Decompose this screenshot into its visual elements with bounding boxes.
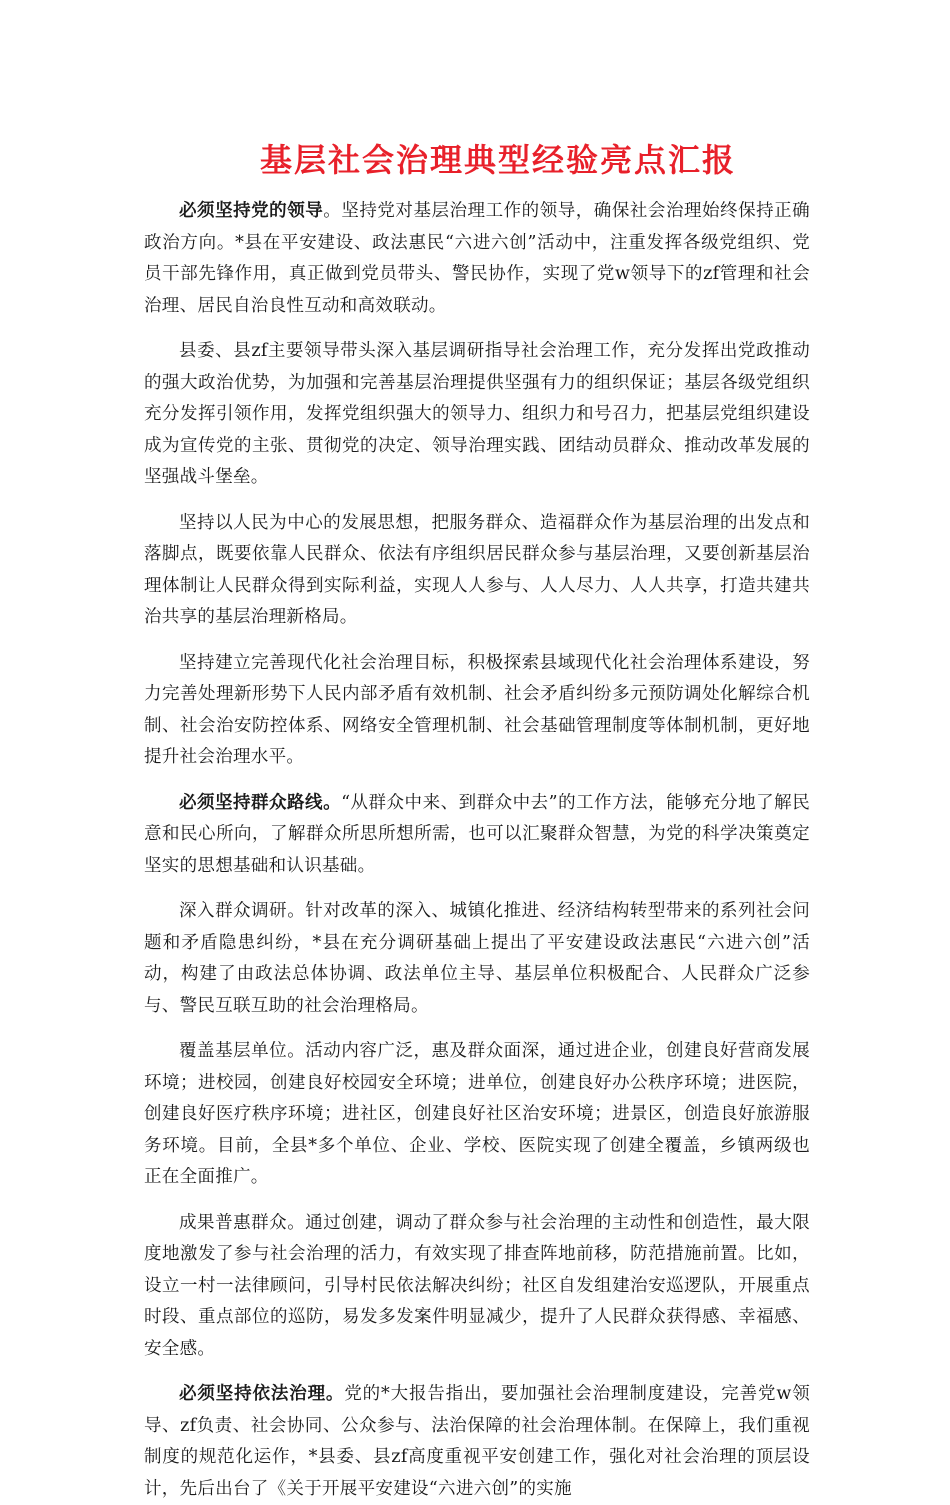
paragraph-field-research [144, 896, 810, 1022]
paragraph-lead: 必须坚持依法治理。 [179, 1384, 345, 1404]
paragraph-text: “从群众中来、到群众中去”的工作方法，能够充分地了解民意和民心所向，了解群众所思所想所需，也可以汇聚群众智慧，为党的科学决策奠定坚实的思想基础和认识基础。 [144, 792, 810, 876]
paragraph-people-centered [144, 508, 810, 634]
document-title: 基层社会治理典型经验亮点汇报 [260, 141, 737, 179]
paragraph-modernization-goal [144, 648, 810, 774]
paragraph-grassroots-coverage [144, 1036, 810, 1194]
paragraph-text: 深入群众调研。针对改革的深入、城镇化推进、经济结构转型带来的系列社会问题和矛盾隐患纠纷，*县在充分调研基础上提出了平安建设政法惠民“六进六创”活动，构建了由政法总体协调、政法单位主导、基层单位积极配合、人民群众广泛参与、警民互联互助的社会治理格局。 [144, 901, 810, 1016]
paragraph-county-leaders [144, 336, 810, 494]
paragraph-text: 坚持建立完善现代化社会治理目标，积极探索县域现代化社会治理体系建设，努力完善处理新形势下人民内部矛盾有效机制、社会矛盾纠纷多元预防调处化解综合机制、社会治安防控体系、网络安全管理机制、社会基础管理制度等体制机制，更好地提升社会治理水平。 [144, 652, 810, 767]
paragraph-lead: 必须坚持群众路线。 [179, 792, 342, 813]
paragraph-text: 覆盖基层单位。活动内容广泛，惠及群众面深，通过进企业，创建良好营商发展环境；进校园，创建良好校园安全环境；进单位，创建良好办公秩序环境；进医院，创建良好医疗秩序环境；进社区，创建良好社区治安环境；进景区，创造良好旅游服务环境。目前，全县*多个单位、企业、学校、医院实现了创建全覆盖，乡镇两级也正在全面推广。 [144, 1041, 810, 1187]
paragraph-lead: 必须坚持党的领导 [179, 201, 324, 221]
paragraph-text: 成果普惠群众。通过创建，调动了群众参与社会治理的主动性和创造性，最大限度地激发了参与社会治理的活力，有效实现了排查阵地前移，防范措施前置。比如，设立一村一法律顾问，引导村民依法解决纠纷；社区自发组建治安巡逻队，开展重点时段、重点部位的巡防，易发多发案件明显减少，提升了人民群众获得感、幸福感、安全感。 [144, 1212, 810, 1359]
paragraph-party-leadership [144, 196, 810, 322]
paragraph-text: 党的*大报告指出，要加强社会治理制度建设，完善党w领导、zf负责、社会协同、公众参与、法治保障的社会治理体制。在保障上，我们重视制度的规范化运作，*县委、县zf高度重视平安创建工作，强化对社会治理的顶层设计，先后出台了《关于开展平安建设“六进六创”的实施 [144, 1384, 811, 1499]
paragraph-benefits [144, 1208, 810, 1366]
paragraph-text: 县委、县zf主要领导带头深入基层调研指导社会治理工作，充分发挥出党政推动的强大政治优势，为加强和完善基层治理提供坚强有力的组织保证；基层各级党组织充分发挥引领作用，发挥党组织强大的领导力、组织力和号召力，把基层党组织建设成为宣传党的主张、贯彻党的决定、领导治理实践、团结动员群众、推动改革发展的坚强战斗堡垒。 [144, 341, 810, 487]
paragraph-mass-line [144, 788, 810, 883]
paragraph-text: 坚持以人民为中心的发展思想，把服务群众、造福群众作为基层治理的出发点和落脚点，既要依靠人民群众、依法有序组织居民群众参与基层治理，又要创新基层治理体制让人民群众得到实际利益，实现人人参与、人人尽力、人人共享，打造共建共治共享的基层治理新格局。 [144, 512, 810, 627]
paragraph-rule-of-law [144, 1379, 810, 1505]
paragraph-text: 。坚持党对基层治理工作的领导，确保社会治理始终保持正确政治方向。*县在平安建设、政法惠民“六进六创”活动中，注重发挥各级党组织、党员干部先锋作用，真正做到党员带头、警民协作，实现了党w领导下的zf管理和社会治理、居民自治良性互动和高效联动。 [144, 201, 810, 316]
